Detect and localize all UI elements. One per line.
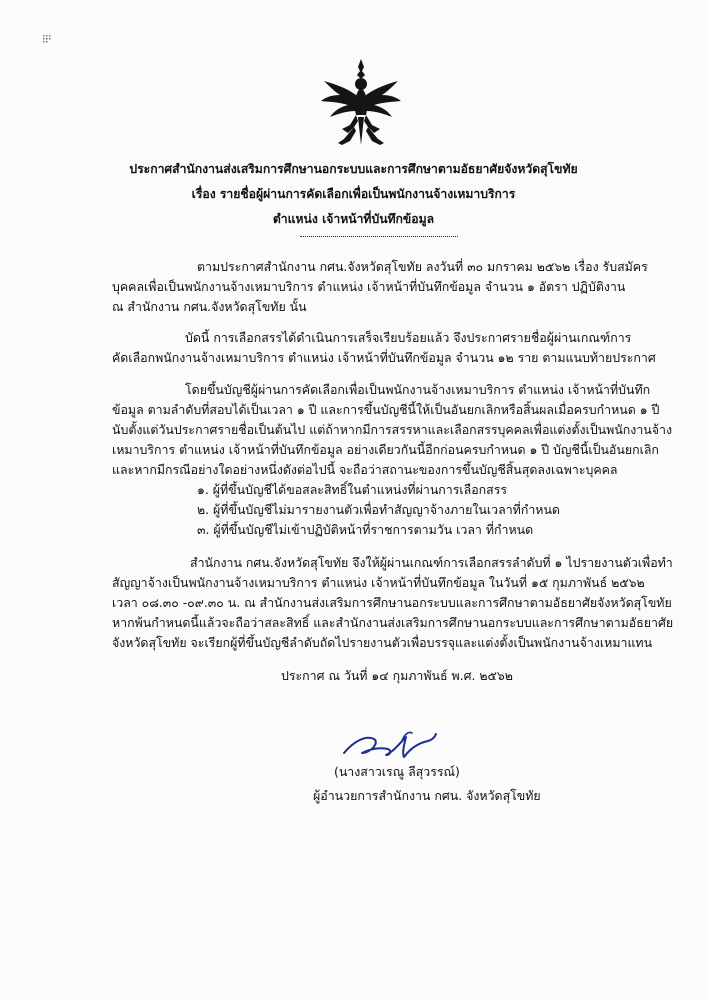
list-item: ๒. ผู้ที่ขึ้นบัญชีไม่มารายงานตัวเพื่อทำสัญญาจ้างภายในเวลาที่กำหนด: [197, 502, 560, 517]
announcement-position: ตำแหน่ง เจ้าหน้าที่บันทึกข้อมูล: [272, 212, 435, 226]
announcement-subject: เรื่อง รายชื่อผู้ผ่านการคัดเลือกเพื่อเป็นพนักงานจ้างเหมาบริการ: [191, 187, 516, 201]
body-line: คัดเลือกพนักงานจ้างเหมาบริการ ตำแหน่ง เจ้าหน้าที่บันทึกข้อมูล จำนวน ๑๒ ราย ตามแนบท้ายประกาศ: [112, 350, 656, 365]
signatory-title: ผู้อำนวยการสำนักงาน กศน. จังหวัดสุโขทัย: [313, 788, 541, 803]
body-line: โดยขึ้นบัญชีผู้ผ่านการคัดเลือกเพื่อเป็นพนักงานจ้างเหมาบริการ ตำแหน่ง เจ้าหน้าที่บันทึก: [185, 382, 651, 397]
body-line: เหมาบริการ ตำแหน่ง เจ้าหน้าที่บันทึกข้อมูล อย่างเดียวกันนี้อีกก่อนครบกำหนด ๑ ปี บัญชีนี้เป็นอันยกเลิก: [112, 442, 659, 457]
list-item: ๓. ผู้ที่ขึ้นบัญชีไม่เข้าปฏิบัติหน้าที่ราชการตามวัน เวลา ที่กำหนด: [197, 522, 534, 537]
signature-image: [340, 723, 440, 765]
body-line: เวลา ๐๘.๓๐ -๐๙.๓๐ น. ณ สำนักงานส่งเสริมการศึกษานอกระบบและการศึกษาตามอัธยาศัยจังหวัดสุโขทัย: [112, 595, 672, 610]
title-divider: [300, 236, 458, 237]
list-item: ๑. ผู้ที่ขึ้นบัญชีได้ขอสละสิทธิ์ในตำแหน่งที่ผ่านการเลือกสรร: [197, 482, 508, 497]
body-line: บุคคลเพื่อเป็นพนักงานจ้างเหมาบริการ ตำแหน่ง เจ้าหน้าที่บันทึกข้อมูล จำนวน ๑ อัตรา ปฏิบัติงาน: [112, 279, 626, 294]
body-line: จังหวัดสุโขทัย จะเรียกผู้ที่ขึ้นบัญชีลำดับถัดไปรายงานตัวเพื่อบรรจุและแต่งตั้งเป็นพนักงานจ้างเหมาแทน: [112, 635, 653, 650]
body-line: บัดนี้ การเลือกสรรได้ดำเนินการเสร็จเรียบร้อยแล้ว จึงประกาศรายชื่อผู้ผ่านเกณฑ์การ: [185, 330, 632, 345]
body-line: และหากมีกรณีอย่างใดอย่างหนึ่งดังต่อไปนี้ จะถือว่าสถานะของการขึ้นบัญชีสิ้นสุดลงเฉพาะบุคคล: [112, 462, 618, 477]
body-line: นับตั้งแต่วันประกาศรายชื่อเป็นต้นไป แต่ถ้าหากมีการสรรหาและเลือกสรรบุคคลเพื่อแต่งตั้งเป็นพนักงานจ้าง: [112, 422, 673, 437]
body-line: สำนักงาน กศน.จังหวัดสุโขทัย จึงให้ผู้ผ่านเกณฑ์การเลือกสรรลำดับที่ ๑ ไปรายงานตัวเพื่อทำ: [190, 555, 673, 570]
corner-dots-mark: [42, 34, 54, 46]
body-line: ตามประกาศสำนักงาน กศน.จังหวัดสุโขทัย ลงวันที่ ๓๐ มกราคม ๒๕๖๒ เรื่อง รับสมัคร: [197, 259, 648, 274]
body-line: สัญญาจ้างเป็นพนักงานจ้างเหมาบริการ ตำแหน่ง เจ้าหน้าที่บันทึกข้อมูล ในวันที่ ๑๕ กุมภาพันธ์ ๒๕๖๒: [112, 575, 645, 590]
announce-date: ประกาศ ณ วันที่ ๑๔ กุมภาพันธ์ พ.ศ. ๒๕๖๒: [281, 668, 513, 683]
body-line: หากพ้นกำหนดนี้แล้วจะถือว่าสละสิทธิ์ และสำนักงานส่งเสริมการศึกษานอกระบบและการศึกษาตามอัธยาศัย: [112, 615, 674, 630]
garuda-emblem-icon: [318, 55, 404, 147]
body-line: ณ สำนักงาน กศน.จังหวัดสุโขทัย นั้น: [112, 299, 307, 314]
body-line: ข้อมูล ตามลำดับที่สอบได้เป็นเวลา ๑ ปี และการขึ้นบัญชีนี้ให้เป็นอันยกเลิกหรือสิ้นผลเมื่อครบกำหนด ๑ ปี: [112, 402, 660, 417]
announcement-title: ประกาศสำนักงานส่งเสริมการศึกษานอกระบบและการศึกษาตามอัธยาศัยจังหวัดสุโขทัย: [129, 162, 578, 176]
signatory-name: (นางสาวเรณู ลีสุวรรณ์): [334, 764, 460, 779]
